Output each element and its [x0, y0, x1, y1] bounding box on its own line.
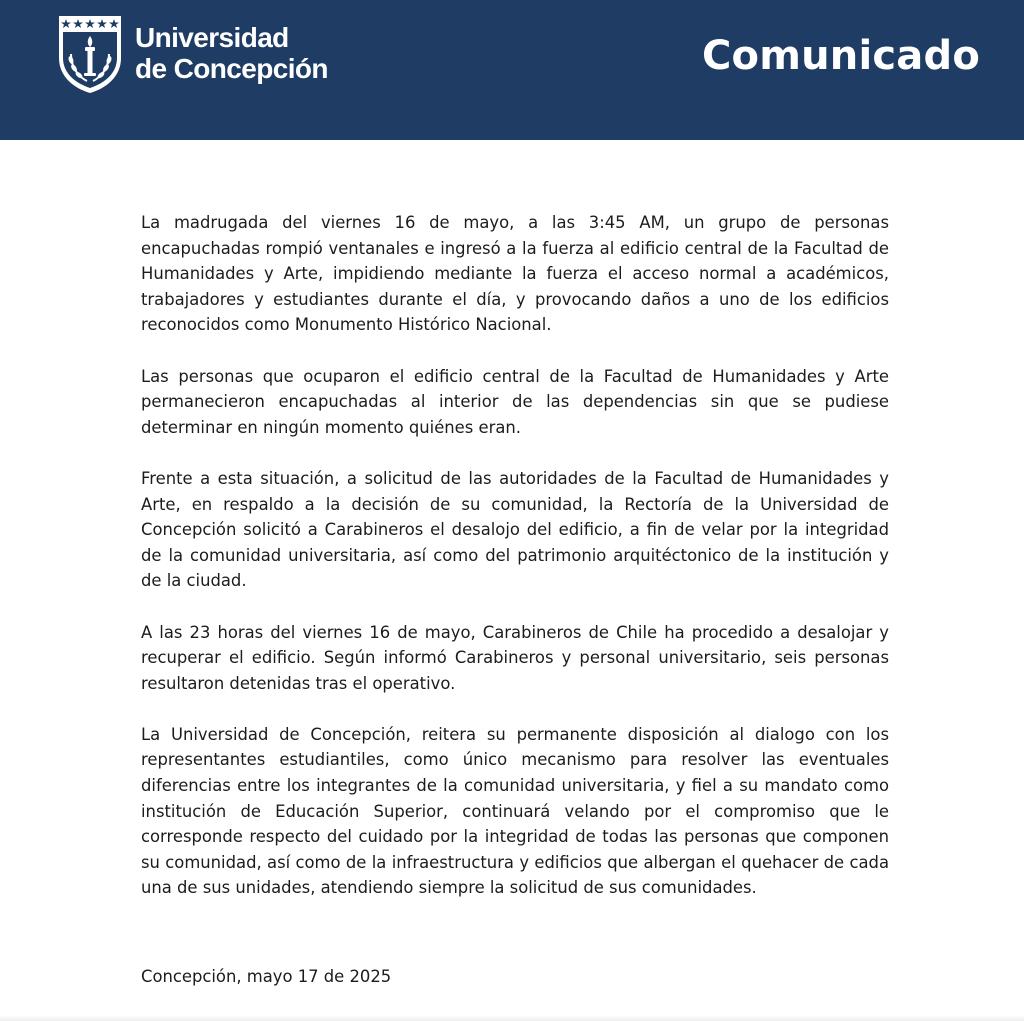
paragraph-3: Frente a esta situación, a solicitud de las autoridades de la Facultad de Humanidades y Arte, en respaldo a la decisión de su comunidad, la Rectoría de la Universidad de Concepción solicitó a Carabineros el desalojo del edificio, a fin de velar por la integridad de la comunidad universitaria, así como del patrimonio arquitéctonico de la institución y de la ciudad.	[141, 468, 889, 591]
university-shield-icon	[57, 14, 123, 94]
paragraph-4: A las 23 horas del viernes 16 de mayo, Carabineros de Chile ha procedido a desalojar y recuperar el edificio. Según informó Carabineros y personal universitario, seis personas resultaron detenidas tras el operativo.	[141, 622, 889, 693]
paragraph-5: La Universidad de Concepción, reitera su permanente disposición al dialogo con los representantes estudiantiles, como único mecanismo para resolver las eventuales diferencias entre los integrantes de la comunidad universitaria, y fiel a su mandato como institución de Educación Superior, continuará velando por el compromiso que le corresponde respecto del cuidado por la integridad de todas las personas que componen su comunidad, así como de la infraestructura y edificios que albergan el quehacer de cada una de sus unidades, atendiendo siempre la solicitud de sus comunidades.	[141, 724, 889, 898]
logo-line-1: Universidad	[135, 22, 289, 53]
page-bottom-edge	[0, 1015, 1024, 1021]
statement-body	[141, 210, 889, 927]
university-logo-wordmark	[135, 22, 328, 84]
page-title: Comunicado	[702, 33, 980, 79]
signoff-place-date: Concepción, mayo 17 de 2025	[141, 967, 392, 986]
logo-line-2: de Concepción	[135, 53, 328, 84]
paragraph-1: La madrugada del viernes 16 de mayo, a las 3:45 AM, un grupo de personas encapuchadas rompió ventanales e ingresó a la fuerza al edificio central de la Facultad de Humanidades y Arte, impidiendo mediante la fuerza el acceso normal a académicos, trabajadores y estudiantes durante el día, y provocando daños a uno de los edificios reconocidos como Monumento Histórico Nacional.	[141, 213, 889, 335]
header-banner	[0, 0, 1024, 140]
paragraph-2: Las personas que ocuparon el edificio central de la Facultad de Humanidades y Arte permanecieron encapuchadas al interior de las dependencias sin que se pudiese determinar en ningún momento quiénes eran.	[141, 366, 889, 437]
